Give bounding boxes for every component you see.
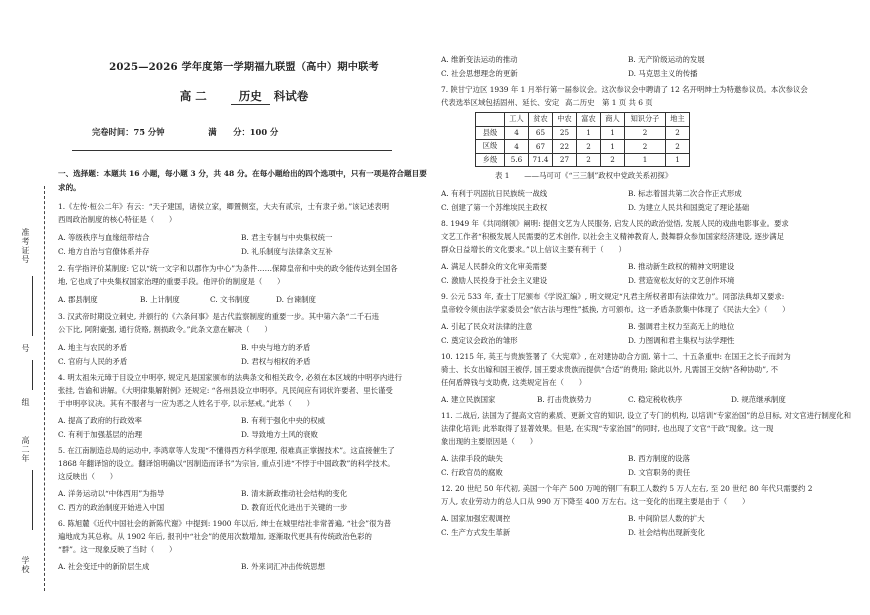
question-line: 10. 1215 年, 英王与贵族签署了《大宪章》, 在对建协助合方面, 第十二、十五条重申: 在国王之长子而封为 [441,352,791,361]
option: D. 马克思主义的传播 [628,69,698,78]
table-cell: 71.4 [529,153,553,167]
table-cell: 1 [601,140,625,154]
binding-class-label: 高二年 [21,436,30,463]
option: C. 地方自治与官僚体系并存 [58,247,150,256]
question-line: 文艺工作者“积极发展人民需要的艺术创作, 以社会主义精神教育人, 鼓舞群众参加国家经济建设, 逐步满足 [441,232,785,241]
question-line: 代表选举区域包括固州、延长、安定 [441,98,560,107]
option: D. 台谏制度 [276,295,316,304]
question-line: 张挂, 告谕和讲解。《大明律集解附例》还规定: “各州县设立申明亭。凡民间应有词状许要者、里长谨受 [58,386,393,395]
option: A. 建立民族国家 [441,395,496,404]
option: D. 力图调和君主集权与法学理性 [628,336,735,345]
option: A. 维新变法运动的推动 [441,55,518,64]
table-row [476,126,690,140]
table-cell: 27 [553,153,577,167]
table-cell: 65 [529,126,553,140]
question-line: 8. 1949 年《共同纲领》阐明: 提倡文艺为人民服务, 启发人民的政治觉悟, 发展人民的戏曲电影事业。要求 [441,219,789,228]
question-line: 遍地成为其总称。从 1902 年后, 报刊中“社会”的使用次数增加, 逐渐取代更具有传统政治色彩的 [58,532,372,541]
table-cell: 县级 [476,126,505,140]
option: A. 地主与农民的矛盾 [58,343,128,352]
time-label: 完卷时间：75 分钟 [92,127,165,137]
question-line: 7. 陕甘宁边区 1939 年 1 月举行第一届参议会。这次参议会中聘请了 12 名开明绅士为特邀参议员。本次参议会 [441,85,808,94]
table-cell: 2 [625,140,666,154]
option: A. 法律手段的缺失 [441,454,503,463]
binding-number-underline [32,360,33,390]
table-cell: 67 [529,140,553,154]
option: A. 洋务运动以“中体西用”为指导 [58,489,165,498]
table-header-cell: 贫农 [529,113,553,127]
paper-label: 科试卷 [273,89,309,103]
option: B. 推动新生政权的精神文明建设 [628,262,735,271]
question-line: 法律化培训; 此举取得了显著效果。但是, 在实现“专家治国”的同时, 也出现了文官“干政”现象。这一现 [441,424,774,433]
question-line: 11. 二战后, 法国为了提高文官的素质、更新文官的知识, 设立了专门的机构, 以培训“专家治国”的总目标, 对文官进行制度化和 [441,411,851,420]
table-cell: 2 [666,140,690,154]
section-heading-cont: 求的。 [58,183,81,192]
subject-label: 历史 [231,88,270,105]
binding-ticket-label: 准考证号 [21,228,30,264]
table-cell: 4 [505,126,529,140]
table-cell: 2 [577,140,601,154]
option: B. 清末新政推动社会结构的变化 [241,489,348,498]
question-line: 6. 陈旭麓《近代中国社会的新陈代谢》中提到: 1900 年以后, 绅士在城里结社非常普遍, “社会”很为普 [58,519,392,528]
option: B. 中间阶层人数的扩大 [628,514,705,523]
option: D. 营造宽松友好的文艺创作环境 [628,276,735,285]
option: D. 礼乐制度与法律条文互补 [241,247,333,256]
option: B. 有利于强化中央的权威 [241,416,326,425]
question-line: 象出现的主要原因是（ ） [441,437,538,446]
question-line: 1.《左传·桓公二年》有云：“天子建国，诸侯立家，卿置侧室，大夫有贰宗，士有隶子弟。”该记述表明 [58,202,390,211]
option: D. 规范继承制度 [731,395,786,404]
option: B. 打击贵族势力 [537,395,592,404]
table-cell: 2 [625,126,666,140]
table-cell: 区级 [476,140,505,154]
option: C. 激励人民投身于社会主义建设 [441,276,548,285]
table-header-cell: 工人 [505,113,529,127]
table-row [476,153,690,167]
table-cell: 1 [625,153,666,167]
option: A. 等级秩序与血缘纽带结合 [58,233,150,242]
question-line: 1868 年翻译馆的设立。翻译馆明确以“因制造而译书”为宗旨, 重点引进“不悖于中国政教”的科学技术。 [58,459,395,468]
table-cell: 2 [601,153,625,167]
option: D. 教育近代化进出于关键的一步 [241,503,348,512]
header-rule [72,150,392,151]
question-line: 西周政治制度的核心特征是（ ） [58,215,177,224]
table-cell: 1 [666,153,690,167]
question-line: 这反映出（ ） [58,472,118,481]
option: B. 君主专制与中央集权统一 [241,233,333,242]
table-header-cell [476,113,505,127]
table-row [476,140,690,154]
option: A. 有利于巩固抗日民族统一战线 [441,189,548,198]
option: D. 君权与相权的矛盾 [241,357,311,366]
option: C. 创建了第一个苏维埃民主政权 [441,203,548,212]
question-line: 皇帝较令须由法学家委员会“依古法与理性”抵换, 方可颁布。这一矛盾条款集中体现了《民法大全》（ ） [441,305,790,314]
table-cell: 5.6 [505,153,529,167]
table-cell: 22 [553,140,577,154]
option: C. 文书制度 [210,295,250,304]
table-cell: 25 [553,126,577,140]
table-cell: 2 [666,126,690,140]
score-label: 满 分：100 分 [208,127,279,137]
option: A. 引起了民众对法律的注意 [441,322,533,331]
binding-number-label: 号 [21,344,30,353]
option: C. 官府与人民的矛盾 [58,357,128,366]
table-header-cell: 富农 [577,113,601,127]
option: C. 奠定议会政治的雏形 [441,336,518,345]
data-table [475,112,690,167]
binding-dashed-line [44,186,45,591]
option: C. 社会思想理念的更新 [441,69,518,78]
question-line: 3. 汉武帝时期设立刺史, 并颁行的《六条问事》是古代监察制度的重要一步。其中第六条“二千石违 [58,312,379,321]
option: A. 郡县制度 [58,295,98,304]
option: C. 行政官员的腐败 [441,468,503,477]
question-line: 9. 公元 533 年, 查士丁尼颁布《学说汇编》, 明文规定“凡君主所权者即有法律效力”。同部法典却又要求: [441,292,785,301]
option: A. 国家加强宏观调控 [441,514,511,523]
table-cell: 1 [577,126,601,140]
question-line: 于申明亭议决。其有不服者与一应为恶之人姓名于亭, 以示惩戒。”此举（ ） [58,399,315,408]
question-line: 5. 在江南制造总局的运动中, 李鸿章等人发现“不懂得西方科学原理, 很难真正掌握技术”。这直接催生了 [58,446,395,455]
binding-group-label: 组 [21,398,30,407]
table-cell: 2 [577,153,601,167]
section-heading: 一、选择题：本题共 16 小题，每小题 3 分，共 48 分。在每小题给出的四个选项中，只有一项是符合题目要 [58,169,427,178]
exam-subtitle [58,88,430,105]
question-line: 群众日益增长的文化要求。”以上信议主要有利于（ ） [441,245,626,254]
table-header-cell: 地主 [666,113,690,127]
option: B. 无产阶级运动的发展 [628,55,705,64]
question-line: “群”。这一现象反映了当时（ ） [58,545,177,554]
question-line: 任何盾牌钱与支助费, 这类规定旨在（ ） [441,378,587,387]
table-cell: 乡级 [476,153,505,167]
option: D. 导致地方土风的衰败 [241,430,318,439]
option: B. 强调君主权力至高无上的地位 [628,322,735,331]
question-line: 地, 它也成了中央集权国家治理的重要手段。他评价的制度是（ ） [58,277,285,286]
table-cell: 1 [601,126,625,140]
table-header-cell: 中农 [553,113,577,127]
table-header-cell: 商人 [601,113,625,127]
option: D. 社会结构出现新变化 [628,528,705,537]
option: A. 提高了政府的行政效率 [58,416,142,425]
question-line: 12. 20 世纪 50 年代初, 美国一个年产 500 万吨的钢厂有职工人数约 5 万人左右, 至 20 世纪 80 年代只需要约 2 [441,484,813,493]
table-header-cell: 知识分子 [625,113,666,127]
page-marker: 高二历史 第 1 页 共 6 页 [565,98,653,107]
question-line: 万人, 农业劳动力的总人口从 990 万下降至 400 万左右。这一变化的出现主要是由于（ ） [441,497,750,506]
question-line: 公下比, 阿附豪强, 通行货赂, 割损政令。”此条文意在解决（ ） [58,325,272,334]
option: D. 为建立人民共和国奠定了理论基础 [628,203,750,212]
option: C. 西方的政治制度开始进入中国 [58,503,165,512]
option: D. 文官职务的责任 [628,468,691,477]
exam-title: 2025—2026 学年度第一学期福九联盟（高中）期中联考 [109,61,379,73]
binding-ticket-underline [32,276,33,336]
option: B. 西方制度的设落 [628,454,690,463]
option: B. 外来词汇冲击传统思想 [241,562,326,571]
exam-meta [92,126,278,138]
question-line: 2. 有学指评价某制度: 它以“统一文字和以郡作为中心”为条件……保障皇帝和中央的政令能传达到全国各 [58,264,398,273]
option: C. 生产方式发生革新 [441,528,511,537]
binding-school-label: 学校 [21,556,30,574]
option: A. 社会变迁中的新阶层生成 [58,562,150,571]
question-line: 骑士、长女出嫁和国王被俘, 国王要求贵族而提供“合适”的费用; 除此以外, 凡需国王交纳“各种协助”, 不 [441,365,779,374]
option: C. 稳定税收秩序 [628,395,683,404]
binding-class-underline [32,470,33,530]
table-caption: 表 1 ——马可可《“三三制”政权中党政关系初探》 [495,171,673,180]
option: B. 标志着国共第二次合作正式形成 [628,189,742,198]
option: B. 中央与地方的矛盾 [241,343,311,352]
table-cell: 4 [505,140,529,154]
option: A. 满足人民群众的文化审美需要 [441,262,548,271]
option: B. 上计制度 [140,295,180,304]
question-line: 4. 明太祖朱元璋于目设立中明亭, 规定凡是国家颁布的法典条文和相关政令, 必须在本区域的中明亭内进行 [58,373,402,382]
option: C. 有利于加强基层的治理 [58,430,142,439]
grade-label: 高 二 [179,89,207,103]
